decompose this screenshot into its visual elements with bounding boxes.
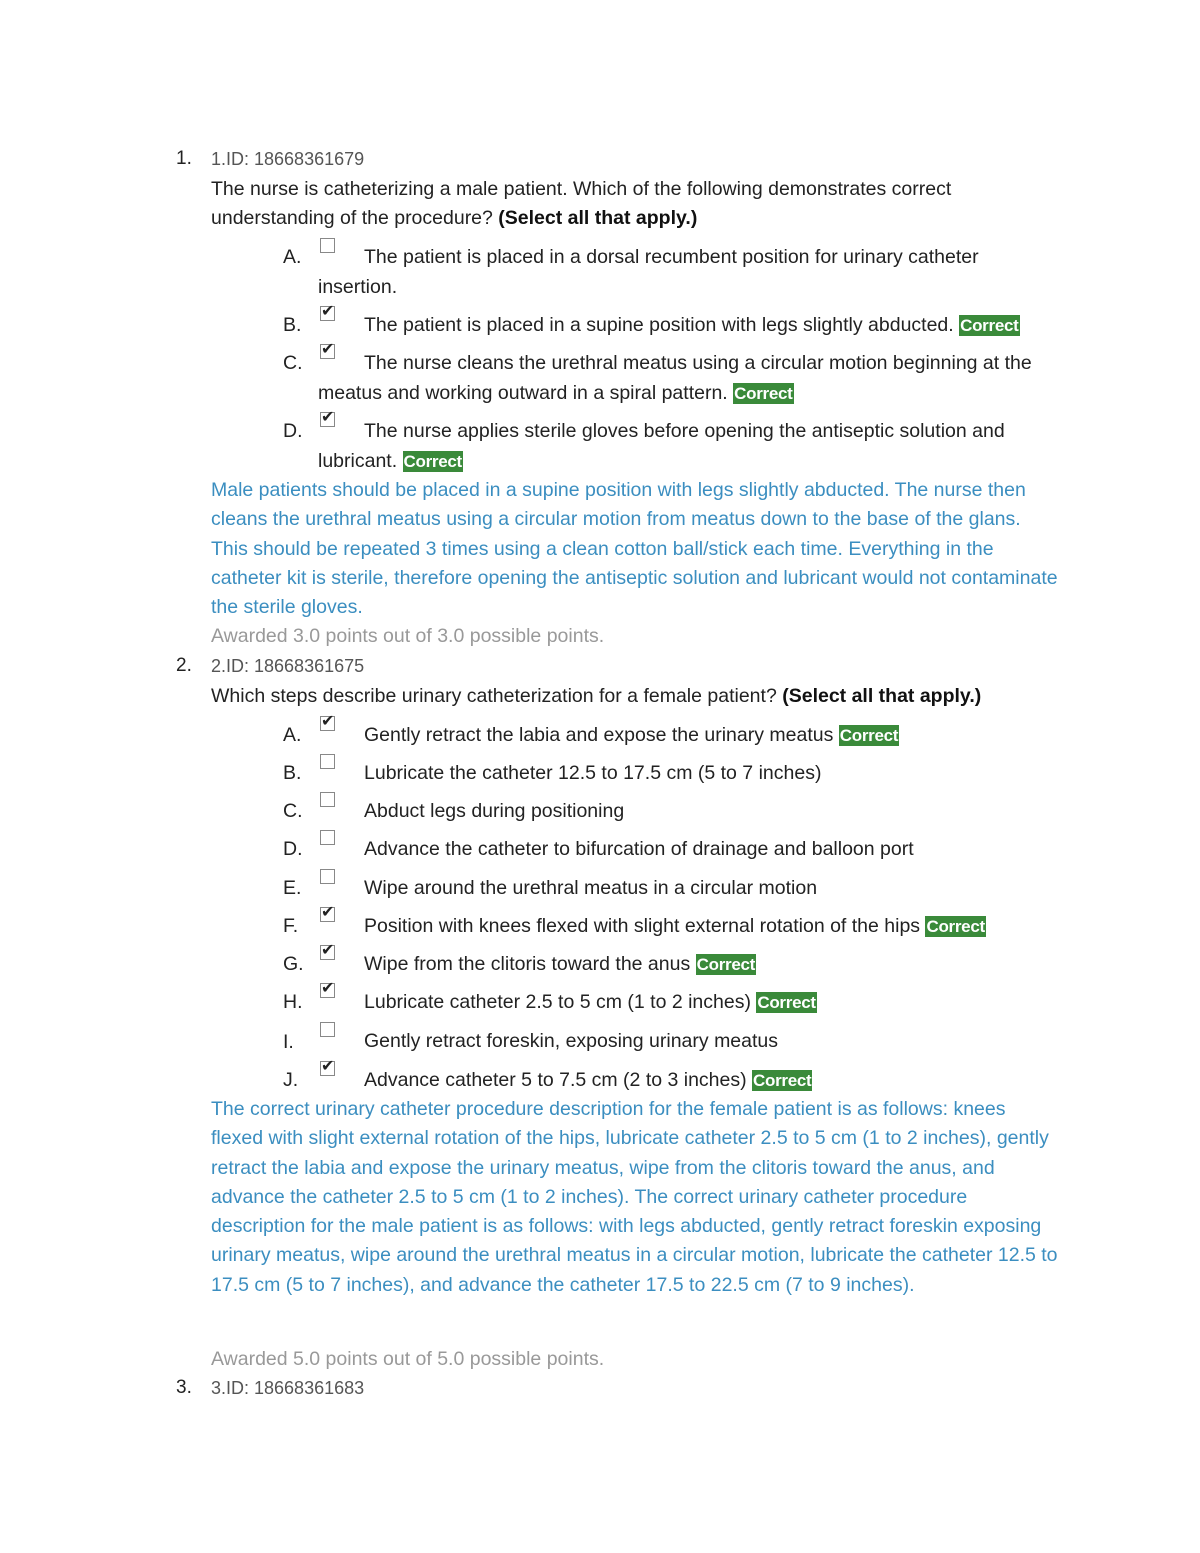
option-letter: D. (283, 838, 303, 860)
option-text: Position with knees flexed with slight external rotation of the hips Correct (364, 915, 985, 937)
awarded-points: Awarded 3.0 points out of 3.0 possible points. (211, 625, 605, 647)
correct-badge: Correct (696, 955, 756, 974)
option-text: Gently retract foreskin, exposing urinary meatus (364, 1030, 779, 1052)
correct-badge: Correct (403, 452, 462, 471)
option-text: Lubricate catheter 2.5 to 5 cm (1 to 2 inches) Correct (364, 991, 816, 1013)
option-text: The nurse applies sterile gloves before opening the antiseptic solution and lubricant. Correct (318, 420, 1005, 472)
option-letter: G. (283, 953, 304, 975)
awarded-points: Awarded 5.0 points out of 5.0 possible points. (211, 1348, 605, 1370)
rationale-text: The correct urinary catheter procedure description for the female patient is as follows: knees flexed with slight external rotation of the hips, lubricate catheter 2.5 to 5 cm (1 to 2 inches), gently retract the labia and expose the urinary meatus, wipe from the clitoris toward the anus, and advance the catheter 2.5 to 5 cm (1 to 2 inches). The correct urinary catheter procedure description for the male patient is as follows: with legs abducted, gently retract foreskin exposing urinary meatus, wipe around the urethral meatus in a circular motion, lubricate the catheter 12.5 to 17.5 cm (5 to 7 inches), and advance the catheter 17.5 to 22.5 cm (7 to 9 inches). (211, 1098, 1058, 1296)
question-stem (211, 175, 1031, 233)
option-letter: D. (283, 420, 303, 442)
select-all-note: (Select all that apply.) (498, 207, 698, 229)
option-text: Abduct legs during positioning (364, 800, 625, 822)
question-id: 2.ID: 18668361675 (211, 656, 365, 676)
option-text: The patient is placed in a dorsal recumbent position for urinary catheter insertion. (318, 246, 979, 298)
correct-badge: Correct (926, 917, 985, 936)
option-letter: H. (283, 991, 303, 1013)
rationale-text: Male patients should be placed in a supine position with legs slightly abducted. The nurse then cleans the urethral meatus using a circular motion from meatus down to the base of the glans. This should be repeated 3 times using a clean cotton ball/stick each time. Everything in the catheter kit is sterile, therefore opening the antiseptic solution and lubricant would not contaminate the sterile gloves. (211, 479, 1058, 619)
correct-badge: Correct (734, 384, 793, 403)
question-number: 2. (176, 655, 192, 676)
question-number: 3. (176, 1377, 192, 1398)
option-text: Advance catheter 5 to 7.5 cm (2 to 3 inches) Correct (364, 1069, 812, 1091)
option-text: Gently retract the labia and expose the urinary meatus Correct (364, 724, 899, 746)
option-text: The nurse cleans the urethral meatus using a circular motion beginning at the meatus and working outward in a spiral pattern. Correct (318, 352, 1032, 404)
option-letter: C. (283, 352, 303, 374)
correct-badge: Correct (757, 993, 816, 1012)
question-text: Which steps describe urinary catheterization for a female patient? (211, 685, 777, 707)
option-text: Wipe around the urethral meatus in a circular motion (364, 877, 818, 899)
option-letter: F. (283, 915, 299, 937)
question-id: 3.ID: 18668361683 (211, 1378, 365, 1398)
option-text: Lubricate the catheter 12.5 to 17.5 cm (5 to 7 inches) (364, 762, 822, 784)
question-id: 1.ID: 18668361679 (211, 149, 365, 169)
option-text: Advance the catheter to bifurcation of drainage and balloon port (364, 838, 914, 860)
option-letter: I. (283, 1031, 294, 1053)
option-text: The patient is placed in a supine position with legs slightly abducted. Correct (364, 314, 1019, 336)
option-letter: B. (283, 762, 302, 784)
option-letter: B. (283, 314, 302, 336)
correct-badge: Correct (960, 316, 1019, 335)
option-letter: C. (283, 800, 303, 822)
question-text: The nurse is catheterizing a male patient. Which of the following demonstrates correct understanding of the procedure? (211, 178, 952, 229)
select-all-note: (Select all that apply.) (782, 685, 982, 707)
correct-badge: Correct (839, 726, 899, 745)
option-letter: A. (283, 724, 302, 746)
question-number: 1. (176, 148, 192, 169)
option-letter: J. (283, 1069, 299, 1091)
correct-badge: Correct (753, 1071, 812, 1090)
option-text: Wipe from the clitoris toward the anus Correct (364, 953, 756, 975)
option-letter: E. (283, 877, 302, 899)
option-letter: A. (283, 246, 302, 268)
question-stem (211, 682, 1031, 711)
